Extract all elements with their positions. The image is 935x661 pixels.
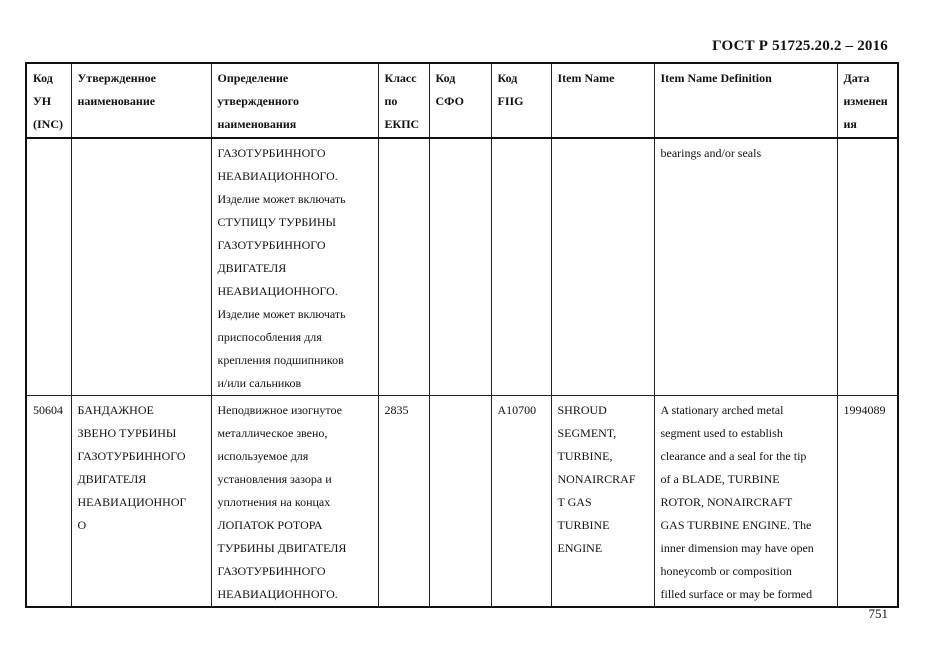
table-row xyxy=(26,396,898,608)
table-row xyxy=(26,138,898,396)
col-header-sfo: Код СФО xyxy=(429,63,491,138)
cell-sfo xyxy=(429,396,491,608)
document-code-header: ГОСТ Р 51725.20.2 – 2016 xyxy=(712,38,888,54)
cell-inc: 50604 xyxy=(26,396,71,608)
col-header-approved-name: Утвержденное наименование xyxy=(71,63,211,138)
cell-inc xyxy=(26,138,71,396)
col-header-date: Дата изменен ия xyxy=(837,63,898,138)
col-header-inc: Код УН (INC) xyxy=(26,63,71,138)
cell-sfo xyxy=(429,138,491,396)
table-header-row xyxy=(26,63,898,138)
cell-date xyxy=(837,138,898,396)
cell-definition: ГАЗОТУРБИННОГО НЕАВИАЦИОННОГО. Изделие может включать СТУПИЦУ ТУРБИНЫ ГАЗОТУРБИННОГО ДВИГАТЕЛЯ НЕАВИАЦИОННОГО. Изделие может включать приспособления для крепления подшипников и/или сальников xyxy=(211,138,378,396)
catalog-table xyxy=(25,62,899,608)
cell-approved-name: БАНДАЖНОЕ ЗВЕНО ТУРБИНЫ ГАЗОТУРБИННОГО ДВИГАТЕЛЯ НЕАВИАЦИОННОГ О xyxy=(71,396,211,608)
cell-date: 1994089 xyxy=(837,396,898,608)
cell-item-name xyxy=(551,138,654,396)
cell-approved-name xyxy=(71,138,211,396)
col-header-definition: Определение утвержденного наименования xyxy=(211,63,378,138)
col-header-class: Класс по ЕКПС xyxy=(378,63,429,138)
cell-item-name: SHROUD SEGMENT, TURBINE, NONAIRCRAF T GAS TURBINE ENGINE xyxy=(551,396,654,608)
col-header-fiig: Код FIIG xyxy=(491,63,551,138)
cell-class xyxy=(378,138,429,396)
cell-fiig: A10700 xyxy=(491,396,551,608)
page-number: 751 xyxy=(868,606,888,621)
cell-item-definition: A stationary arched metal segment used to establish clearance and a seal for the tip of a BLADE, TURBINE ROTOR, NONAIRCRAFT GAS TURBINE ENGINE. The inner dimension may have open honeycomb or composition filled surface or may be formed xyxy=(654,396,837,608)
cell-definition: Неподвижное изогнутое металлическое звено, используемое для установления зазора и уплотнения на концах ЛОПАТОК РОТОРА ТУРБИНЫ ДВИГАТЕЛЯ ГАЗОТУРБИННОГО НЕАВИАЦИОННОГО. xyxy=(211,396,378,608)
col-header-item-name: Item Name xyxy=(551,63,654,138)
cell-item-definition: bearings and/or seals xyxy=(654,138,837,396)
cell-class: 2835 xyxy=(378,396,429,608)
cell-fiig xyxy=(491,138,551,396)
col-header-item-definition: Item Name Definition xyxy=(654,63,837,138)
